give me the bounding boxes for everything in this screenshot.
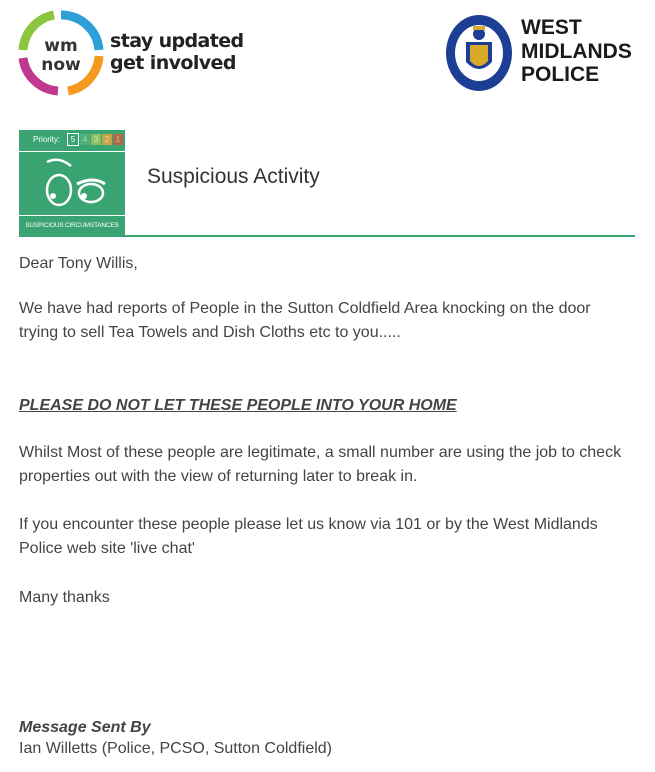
police-name (521, 16, 632, 87)
alert-category-badge (19, 130, 125, 236)
suspicious-eyes-icon (37, 154, 109, 214)
wm-logo-top: wm (44, 36, 78, 56)
police-name-line-1: WEST (521, 16, 582, 39)
priority-level-5: 5 (67, 133, 79, 146)
priority-label: Priority: (33, 135, 61, 144)
police-name-line-2: MIDLANDS (521, 39, 632, 63)
paragraph-2: Whilst Most of these people are legitimate, a small number are using the job to check properties out with the view of returning later to break in. (19, 444, 622, 485)
wm-now-ring-icon (18, 10, 104, 96)
wm-tagline (110, 30, 244, 74)
warning-heading: PLEASE DO NOT LET THESE PEOPLE INTO YOUR HOME (19, 397, 457, 414)
closing: Many thanks (19, 589, 110, 606)
tagline-line-2: get involved (110, 52, 236, 74)
police-crest-icon (444, 12, 514, 94)
police-name-line-3: POLICE (521, 63, 600, 86)
priority-level-2: 2 (102, 134, 112, 145)
paragraph-3: If you encounter these people please let us know via 101 or by the West Midlands Police web site 'live chat' (19, 516, 598, 557)
wm-logo-bottom: now (41, 55, 81, 75)
sent-by-label: Message Sent By (19, 719, 151, 736)
priority-level-1: 1 (113, 134, 123, 145)
alert-title: Suspicious Activity (147, 165, 320, 188)
priority-level-4: 4 (80, 134, 90, 145)
tagline-line-1: stay updated (110, 30, 244, 52)
paragraph-1: We have had reports of People in the Sutton Coldfield Area knocking on the door trying to sell Tea Towels and Dish Cloths etc to you..... (19, 300, 591, 341)
header-divider (19, 235, 635, 237)
greeting: Dear Tony Willis, (19, 255, 138, 272)
badge-caption: SUSPICIOUS CIRCUMSTANCES (25, 222, 119, 229)
priority-row (19, 130, 125, 152)
priority-level-3: 3 (91, 134, 101, 145)
sender-name: Ian Willetts (Police, PCSO, Sutton Coldfield) (19, 740, 333, 757)
badge-caption-bar (19, 215, 125, 236)
